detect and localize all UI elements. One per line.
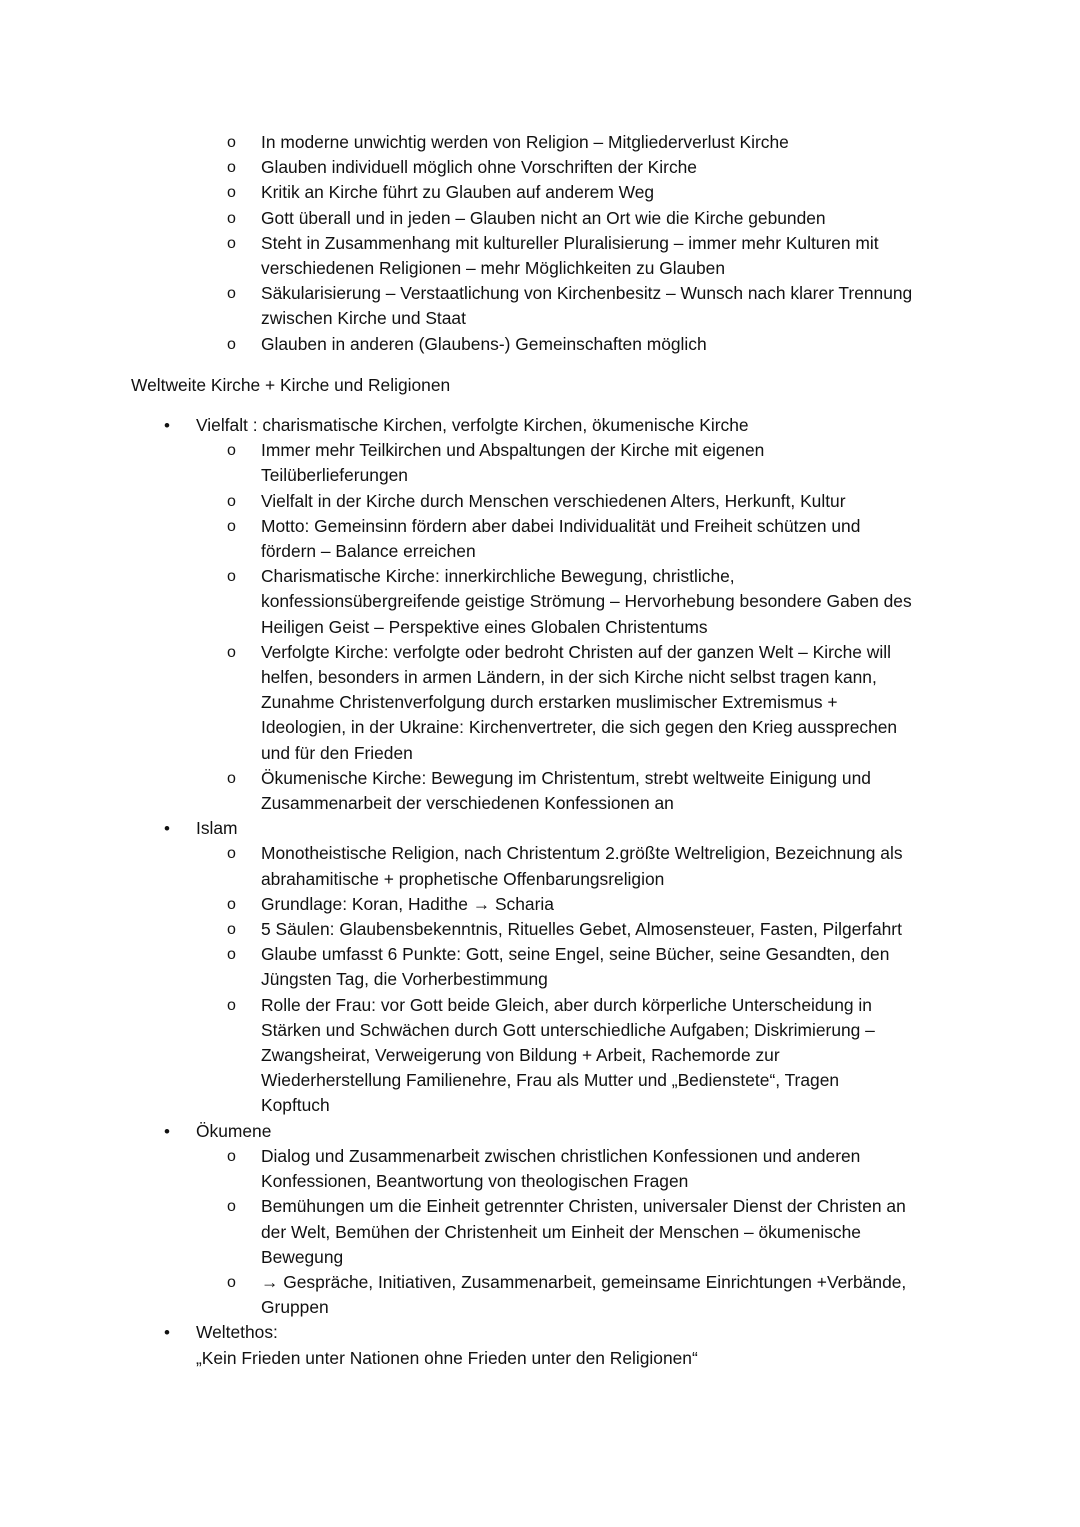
item-text-line: Säkularisierung – Verstaatlichung von Kirchenbesitz – Wunsch nach klarer Trennung (261, 283, 913, 304)
item-text-line: Gott überall und in jeden – Glauben nicht an Ort wie die Kirche gebunden (261, 207, 826, 228)
item-text-line: Verfolgte Kirche: verfolgte oder bedroht Christen auf der ganzen Welt – Kirche will (261, 641, 891, 662)
sub-list-item (0, 1144, 951, 1194)
section-heading: Weltweite Kirche + Kirche und Religionen (131, 375, 451, 395)
bullet-section (0, 816, 956, 1118)
item-text-line: Bewegung (261, 1246, 344, 1267)
sub-list-item (0, 130, 951, 155)
filled-bullet-icon: • (164, 819, 170, 839)
sub-list-item (0, 1270, 951, 1320)
sub-list-item (0, 766, 951, 816)
circle-bullet-icon: o (227, 159, 236, 177)
circle-bullet-icon: o (227, 517, 236, 535)
sub-list-item (0, 438, 951, 488)
item-text-line: Charismatische Kirche: innerkirchliche Bewegung, christliche, (261, 566, 735, 587)
item-text-line: und für den Frieden (261, 742, 413, 763)
item-text-line: Gruppen (261, 1297, 329, 1318)
sub-list-item (0, 993, 951, 1119)
circle-bullet-icon: o (227, 921, 236, 939)
item-text-line: Motto: Gemeinsinn fördern aber dabei Individualität und Freiheit schützen und (261, 515, 861, 536)
item-text-line: Glaube umfasst 6 Punkte: Gott, seine Engel, seine Bücher, seine Gesandten, den (261, 944, 890, 965)
item-text-line: fördern – Balance erreichen (261, 541, 476, 562)
circle-bullet-icon: o (227, 285, 236, 303)
item-text-line: helfen, besonders in armen Ländern, in der sich Kirche nicht selbst tragen kann, (261, 667, 877, 688)
item-text-line: Stärken und Schwächen durch Gott unterschiedliche Aufgaben; Diskrimierung – (261, 1019, 875, 1040)
item-text-line: Bemühungen um die Einheit getrennter Christen, universaler Dienst der Christen an (261, 1196, 906, 1217)
item-text-line: konfessionsübergreifende geistige Strömung – Hervorhebung besondere Gaben des (261, 591, 912, 612)
circle-bullet-icon: o (227, 996, 236, 1014)
sub-list-item (0, 332, 951, 357)
circle-bullet-icon: o (227, 335, 236, 353)
item-text-line: der Welt, Bemühen der Christenheit um Einheit der Menschen – ökumenische (261, 1221, 861, 1242)
filled-bullet-icon: • (164, 416, 170, 435)
bullet-section (0, 1320, 956, 1370)
top-list-item (0, 816, 956, 841)
item-text-line: zwischen Kirche und Staat (261, 308, 466, 329)
circle-bullet-icon: o (227, 134, 236, 151)
item-text-line: Glauben individuell möglich ohne Vorschriften der Kirche (261, 157, 697, 178)
bullet-section (0, 1119, 956, 1321)
item-text-line: Steht in Zusammenhang mit kultureller Pluralisierung – immer mehr Kulturen mit (261, 232, 879, 253)
section-title: Vielfalt : charismatische Kirchen, verfolgte Kirchen, ökumenische Kirche (196, 415, 749, 435)
item-text-line: Jüngsten Tag, die Vorherbestimmung (261, 969, 548, 990)
circle-bullet-icon: o (227, 643, 236, 661)
sub-list-item (0, 942, 951, 992)
section-title: Weltethos: (196, 1322, 278, 1343)
item-text-line: Zusammenarbeit der verschiedenen Konfessionen an (261, 793, 674, 814)
sub-list-item (0, 841, 951, 891)
sub-list-item (0, 155, 951, 180)
item-text-line: Vielfalt in der Kirche durch Menschen verschiedenen Alters, Herkunft, Kultur (261, 490, 846, 511)
circle-bullet-icon: o (227, 209, 236, 227)
sub-list-item (0, 892, 951, 917)
sub-list-item (0, 281, 951, 331)
filled-bullet-icon: • (164, 1323, 170, 1343)
item-text-line: Kopftuch (261, 1095, 330, 1116)
top-list-item (0, 413, 956, 438)
sub-list-item (0, 231, 951, 281)
item-text-line: Glauben in anderen (Glaubens-) Gemeinschaften möglich (261, 333, 707, 354)
item-text-line: Konfessionen, Beantwortung von theologischen Fragen (261, 1171, 689, 1192)
sub-list-item (0, 640, 951, 766)
sub-list-item (0, 917, 951, 942)
item-text-line: Dialog und Zusammenarbeit zwischen christlichen Konfessionen und anderen (261, 1145, 861, 1166)
circle-bullet-icon: o (227, 1198, 236, 1216)
sub-list-item (0, 514, 951, 564)
circle-bullet-icon: o (227, 492, 236, 510)
sub-list-item (0, 1194, 951, 1270)
circle-bullet-icon: o (227, 769, 236, 787)
sub-list-item (0, 206, 951, 231)
circle-bullet-icon: o (227, 234, 236, 252)
circle-bullet-icon: o (227, 442, 236, 460)
item-text-line: Teilüberlieferungen (261, 465, 408, 486)
item-text-line: In moderne unwichtig werden von Religion – Mitgliederverlust Kirche (261, 132, 789, 152)
circle-bullet-icon: o (227, 845, 236, 863)
top-list-item (0, 1320, 956, 1370)
circle-bullet-icon: o (227, 568, 236, 586)
item-text-line: Monotheistische Religion, nach Christentum 2.größte Weltreligion, Bezeichnung als (261, 843, 903, 864)
item-text-line: Ökumenische Kirche: Bewegung im Christentum, strebt weltweite Einigung und (261, 767, 871, 788)
intro-list (0, 130, 951, 357)
circle-bullet-icon: o (227, 895, 236, 913)
item-text-line: Zunahme Christenverfolgung durch erstarken muslimischer Extremismus + (261, 692, 838, 713)
circle-bullet-icon: o (227, 1273, 236, 1291)
item-text-line: Kritik an Kirche führt zu Glauben auf anderem Weg (261, 182, 655, 203)
top-list-item (0, 1119, 956, 1144)
sub-list-item (0, 180, 951, 205)
item-text-line: 5 Säulen: Glaubensbekenntnis, Rituelles Gebet, Almosensteuer, Fasten, Pilgerfahrt (261, 919, 902, 940)
item-text-line: Rolle der Frau: vor Gott beide Gleich, aber durch körperliche Unterscheidung in (261, 994, 872, 1015)
section-title: Ökumene (196, 1120, 272, 1141)
item-text-line: Zwangsheirat, Verweigerung von Bildung + Arbeit, Rachemorde zur (261, 1045, 780, 1066)
item-text-line: Heiligen Geist – Perspektive eines Globalen Christentums (261, 616, 708, 637)
item-text-line: Grundlage: Koran, Hadithe → Scharia (261, 893, 554, 914)
item-text-line: Wiederherstellung Familienehre, Frau als Mutter und „Bedienstete“, Tragen (261, 1070, 840, 1091)
circle-bullet-icon: o (227, 1147, 236, 1165)
quote-text: „Kein Frieden unter Nationen ohne Frieden unter den Religionen“ (196, 1347, 698, 1368)
filled-bullet-icon: • (164, 1121, 170, 1141)
item-text-line: Immer mehr Teilkirchen und Abspaltungen der Kirche mit eigenen (261, 440, 765, 461)
circle-bullet-icon: o (227, 946, 236, 964)
item-text-line: Ideologien, in der Ukraine: Kirchenvertreter, die sich gegen den Krieg aussprechen (261, 717, 898, 738)
sub-list-item (0, 489, 951, 514)
sub-list-item (0, 564, 951, 640)
sections-list (0, 413, 956, 1371)
bullet-section (0, 413, 956, 816)
circle-bullet-icon: o (227, 184, 236, 202)
section-title: Islam (196, 818, 238, 839)
item-text-line: verschiedenen Religionen – mehr Möglichkeiten zu Glauben (261, 258, 726, 279)
item-text-line: abrahamitische + prophetische Offenbarungsreligion (261, 868, 665, 889)
item-text-line: → Gespräche, Initiativen, Zusammenarbeit, gemeinsame Einrichtungen +Verbände, (261, 1271, 907, 1292)
